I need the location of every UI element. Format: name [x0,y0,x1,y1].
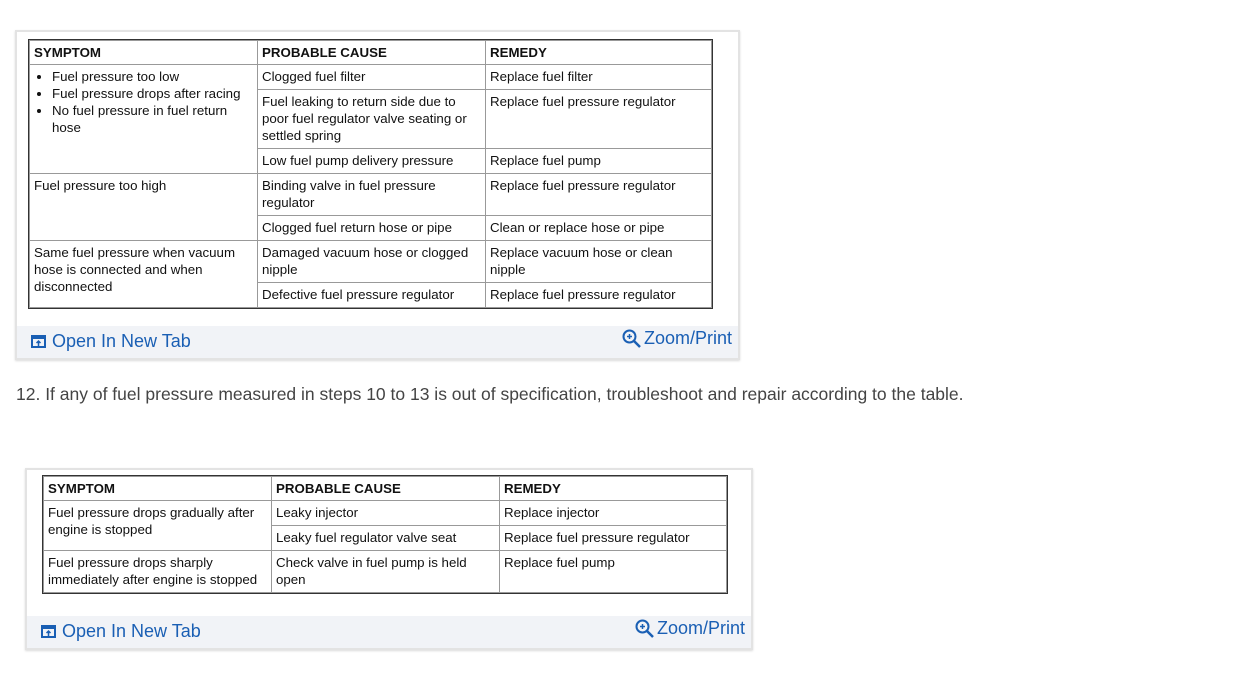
open-in-new-tab-label: Open In New Tab [52,331,191,351]
zoom-print-link[interactable] [622,328,732,349]
remedy-cell: Replace fuel pressure regulator [486,283,712,308]
cause-cell: Check valve in fuel pump is held open [272,551,500,593]
remedy-cell: Replace fuel pump [500,551,727,593]
header-row [30,41,712,65]
table-row [44,501,727,526]
remedy-cell: Replace fuel pressure regulator [486,174,712,216]
cause-cell: Defective fuel pressure regulator [258,283,486,308]
symptom-cell: Fuel pressure drops gradually after engine is stopped [44,501,272,551]
column-header: PROBABLE CAUSE [258,41,486,65]
remedy-cell: Clean or replace hose or pipe [486,216,712,241]
table-card-2 [25,468,753,650]
open-in-new-tab-label: Open In New Tab [62,621,201,641]
remedy-cell: Replace fuel filter [486,65,712,90]
symptom-item: • Fuel pressure too low [52,68,253,85]
symptom-item: • Fuel pressure drops after racing [52,85,253,102]
open-in-new-tab-link[interactable] [31,331,191,352]
symptom-list [34,68,253,136]
remedy-cell: Replace fuel pressure regulator [486,90,712,149]
zoom-print-label: Zoom/Print [656,618,745,638]
remedy-cell: Replace fuel pressure regulator [500,526,727,551]
symptom-cell: Fuel pressure drops sharply immediately after engine is stopped [44,551,272,593]
open-new-tab-icon [31,335,46,348]
cause-cell: Fuel leaking to return side due to poor fuel regulator valve seating or settled spring [258,90,486,149]
table-row [30,65,712,90]
cause-cell: Low fuel pump delivery pressure [258,149,486,174]
cause-cell: Leaky fuel regulator valve seat [272,526,500,551]
symptom-cell: Fuel pressure too high [30,174,258,241]
troubleshooting-table-1 [29,40,712,308]
table-card-1 [15,30,740,360]
header-row [44,477,727,501]
column-header: SYMPTOM [30,41,258,65]
table-row [30,174,712,216]
card-footer [27,616,751,648]
troubleshooting-table-2 [43,476,727,593]
symptom-item: • No fuel pressure in fuel return hose [52,102,253,136]
column-header: SYMPTOM [44,477,272,501]
symptom-cell [30,65,258,174]
table-row [44,551,727,593]
cause-cell: Clogged fuel filter [258,65,486,90]
open-new-tab-icon [41,625,56,638]
cause-cell: Damaged vacuum hose or clogged nipple [258,241,486,283]
symptom-cell: Same fuel pressure when vacuum hose is connected and when disconnected [30,241,258,308]
remedy-cell: Replace fuel pump [486,149,712,174]
column-header: PROBABLE CAUSE [272,477,500,501]
zoom-print-label: Zoom/Print [643,328,732,348]
column-header: REMEDY [486,41,712,65]
table-row [30,241,712,283]
card-footer [17,326,738,358]
cause-cell: Leaky injector [272,501,500,526]
step-12-text: 12. If any of fuel pressure measured in steps 10 to 13 is out of specification, troubleshoot and repair according to the table. [16,384,964,404]
zoom-print-link[interactable] [635,618,745,639]
remedy-cell: Replace vacuum hose or clean nipple [486,241,712,283]
open-in-new-tab-link[interactable] [41,621,201,642]
zoom-in-icon [635,619,654,638]
column-header: REMEDY [500,477,727,501]
cause-cell: Clogged fuel return hose or pipe [258,216,486,241]
cause-cell: Binding valve in fuel pressure regulator [258,174,486,216]
remedy-cell: Replace injector [500,501,727,526]
zoom-in-icon [622,329,641,348]
